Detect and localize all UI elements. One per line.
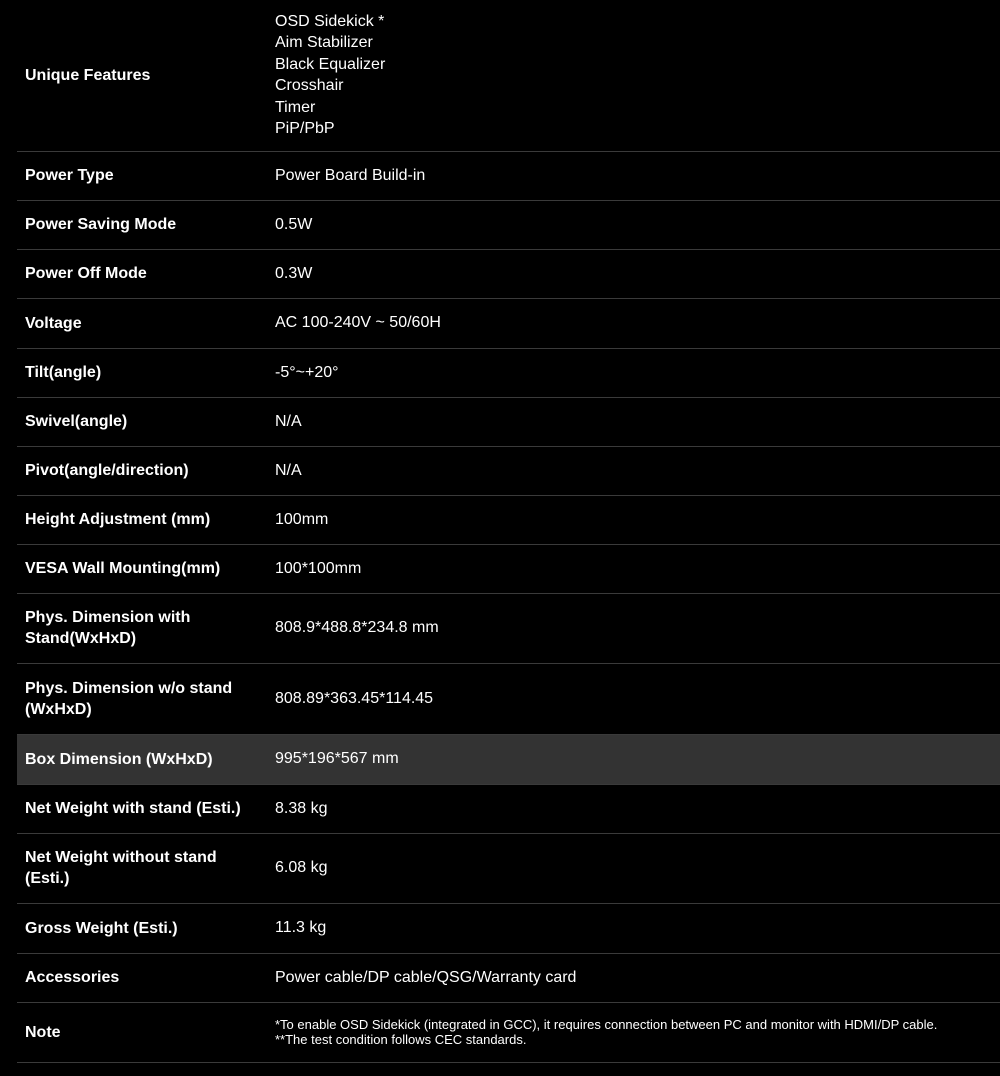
spec-value: 995*196*567 mm [275,750,399,768]
feature-item: Crosshair [275,77,344,95]
feature-item: PiP/PbP [275,120,335,138]
spec-value: 808.9*488.8*234.8 mm [275,619,439,637]
spec-label: Phys. Dimension w/o stand (WxHxD) [25,679,233,718]
spec-row-power-type [17,151,1000,200]
spec-value [267,1002,1000,1062]
spec-value: 0.3W [275,264,313,282]
spec-value: N/A [275,412,302,430]
spec-row-phys-dimension-no-stand [17,663,1000,734]
spec-label: Height Adjustment (mm) [25,511,211,528]
spec-label: Note [25,1023,61,1041]
spec-label: Unique Features [25,66,151,84]
feature-item: Black Equalizer [275,55,386,73]
feature-item: OSD Sidekick * [275,12,385,30]
spec-value: 6.08 kg [275,859,328,877]
spec-label: Voltage [25,314,82,332]
spec-label: Power Off Mode [25,265,147,282]
spec-value: Power Board Build-in [275,166,426,184]
spec-value: N/A [275,461,302,479]
spec-label: Pivot(angle/direction) [25,462,189,479]
spec-row-box-dimension [17,734,1000,784]
spec-label: Net Weight without stand (Esti.) [25,849,217,887]
spec-row-phys-dimension-stand [17,593,1000,663]
spec-value: 808.89*363.45*114.45 [275,689,434,707]
spec-row-accessories [17,953,1000,1002]
feature-item: Timer [275,98,316,116]
spec-value: -5°~+20° [275,363,339,381]
spec-value: 100mm [275,510,329,528]
spec-label: Tilt(angle) [25,364,102,381]
spec-row-height-adjustment [17,495,1000,544]
spec-row-net-weight-no-stand [17,833,1000,903]
spec-label: VESA Wall Mounting(mm) [25,560,221,577]
spec-value: 0.5W [275,215,313,233]
feature-item: Aim Stabilizer [275,34,373,52]
spec-row-tilt [17,348,1000,397]
spec-value: 100*100mm [275,559,362,577]
spec-row-gross-weight [17,903,1000,953]
spec-label: Phys. Dimension with Stand(WxHxD) [25,609,191,647]
spec-row-power-off-mode [17,249,1000,298]
spec-table [17,0,1000,1063]
spec-label: Power Type [25,167,114,184]
spec-value: 8.38 kg [275,799,328,817]
spec-row-note [17,1002,1000,1062]
spec-value: AC 100-240V ~ 50/60H [275,314,441,332]
spec-label: Net Weight with stand (Esti.) [25,800,241,817]
spec-row-power-saving-mode [17,200,1000,249]
spec-value: 11.3 kg [275,919,327,937]
spec-label: Power Saving Mode [25,216,177,233]
spec-row-net-weight-stand [17,784,1000,833]
spec-value: Power cable/DP cable/QSG/Warranty card [275,968,577,986]
spec-row-voltage [17,298,1000,348]
spec-label: Accessories [25,969,120,986]
spec-row-pivot [17,446,1000,495]
spec-value [267,0,1000,151]
note-line: *To enable OSD Sidekick (integrated in GCC), it requires connection between PC and monitor with HDMI/DP cable. [275,1017,938,1032]
spec-label: Box Dimension (WxHxD) [25,750,213,768]
spec-label: Swivel(angle) [25,413,128,430]
note-line: **The test condition follows CEC standards. [275,1032,527,1047]
spec-row-unique-features [17,0,1000,151]
spec-row-vesa [17,544,1000,593]
spec-row-swivel [17,397,1000,446]
spec-label: Gross Weight (Esti.) [25,919,178,937]
